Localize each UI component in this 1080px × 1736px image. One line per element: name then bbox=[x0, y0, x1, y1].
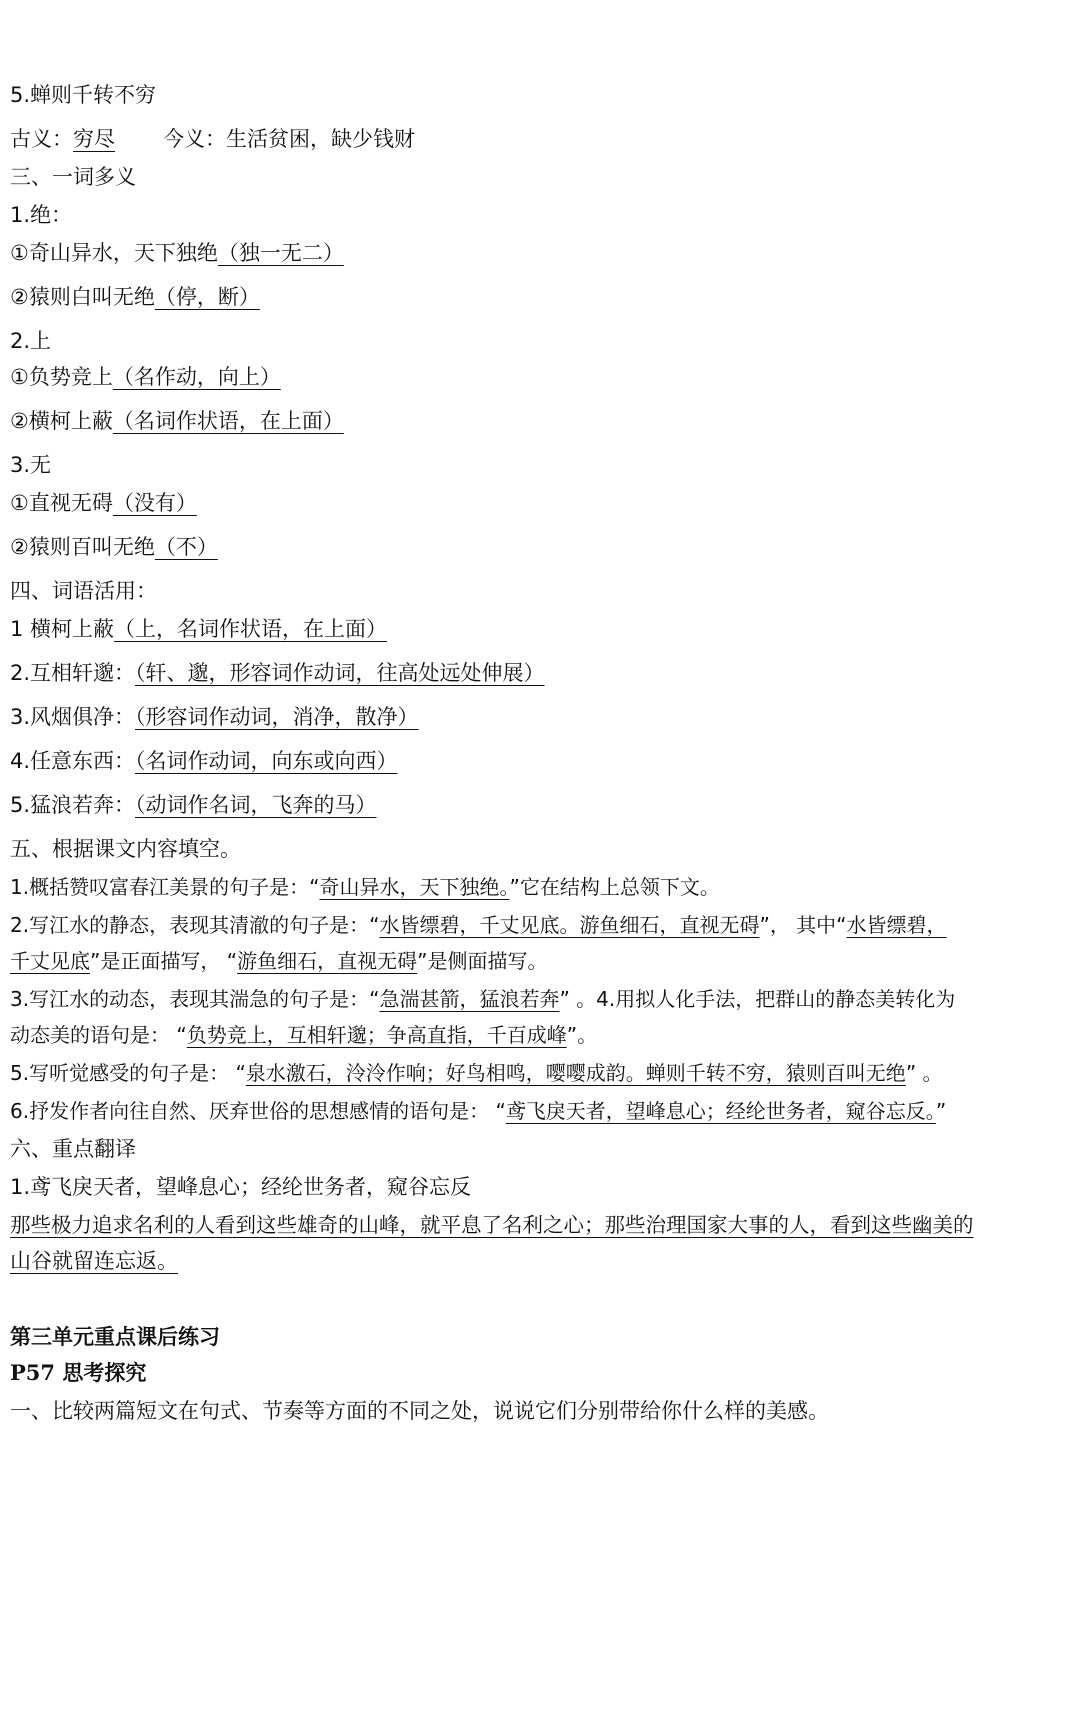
answer: （名词作动词，向东或向西） bbox=[135, 749, 398, 773]
answer: 泉水激石，泠泠作响；好鸟相鸣，嘤嘤成韵。蝉则千转不穷，猿则百叫无绝 bbox=[245, 1061, 906, 1085]
section5-heading: 五、根据课文内容填空。 bbox=[10, 837, 241, 861]
item5-meanings bbox=[10, 124, 415, 154]
usage-item-5 bbox=[10, 790, 377, 820]
section3-heading: 三、一词多义 bbox=[10, 165, 136, 189]
q-text: 动态美的语句是： “ bbox=[10, 1023, 187, 1047]
q-text: 5.写听觉感受的句子是： “ bbox=[10, 1061, 246, 1085]
jin-label: 今义： bbox=[163, 127, 226, 151]
usage-item-1 bbox=[10, 614, 387, 644]
answer: 急湍甚箭，猛浪若奔 bbox=[379, 987, 560, 1011]
unit3-question-1: 一、比较两篇短文在句式、节奏等方面的不同之处，说说它们分别带给你什么样的美感。 bbox=[10, 1399, 829, 1423]
word3-title: 3.无 bbox=[10, 453, 52, 477]
item5-title: 5.蝉则千转不穷 bbox=[10, 83, 157, 107]
usage-item-3 bbox=[10, 702, 419, 732]
word2-title: 2.上 bbox=[10, 329, 52, 353]
answer: （形容词作动词，消净，散净） bbox=[135, 705, 419, 729]
word3-sense-b bbox=[10, 532, 218, 562]
answer: 水皆缥碧， bbox=[846, 913, 947, 937]
q-text: ”是侧面描写。 bbox=[417, 949, 548, 973]
q-text: 3.写江水的动态，表现其湍急的句子是：“ bbox=[10, 987, 380, 1011]
fill-q5 bbox=[10, 1058, 943, 1088]
word2-sense-b bbox=[10, 406, 344, 436]
fill-q3 bbox=[10, 984, 955, 1014]
word1-title: 1.绝： bbox=[10, 203, 73, 227]
answer: 水皆缥碧，千丈见底。游鱼细石，直视无碍 bbox=[379, 913, 760, 937]
phrase: 3.风烟俱净： bbox=[10, 705, 136, 729]
sentence: ①负势竞上 bbox=[10, 365, 113, 389]
answer: （上，名词作状语，在上面） bbox=[114, 617, 388, 641]
phrase: 1 横柯上蔽 bbox=[10, 617, 115, 641]
translate-source: 1.鸢飞戾天者，望峰息心；经纶世务者，窥谷忘反 bbox=[10, 1175, 472, 1199]
usage-item-4 bbox=[10, 746, 398, 776]
usage-item-2 bbox=[10, 658, 545, 688]
q-text: ”， 其中“ bbox=[759, 913, 847, 937]
answer: （独一无二） bbox=[217, 241, 344, 265]
word2-sense-a bbox=[10, 362, 281, 392]
fill-q2 bbox=[10, 910, 947, 940]
gu-answer: 穷尽 bbox=[73, 127, 115, 151]
q-text: ” 。 bbox=[905, 1061, 943, 1085]
word1-sense-b bbox=[10, 282, 260, 312]
gu-label: 古义： bbox=[10, 127, 73, 151]
q-text: ” bbox=[935, 1099, 947, 1123]
fill-q6 bbox=[10, 1096, 946, 1126]
q-text: 6.抒发作者向往自然、厌弃世俗的思想感情的语句是： “ bbox=[10, 1099, 506, 1123]
answer: （轩、邈，形容词作动词，往高处远处伸展） bbox=[135, 661, 545, 685]
answer: 游鱼细石，直视无碍 bbox=[237, 949, 418, 973]
answer: （没有） bbox=[112, 491, 197, 515]
answer: （不） bbox=[154, 535, 218, 559]
sentence: ①直视无碍 bbox=[10, 491, 113, 515]
unit3-heading: 第三单元重点课后练习 bbox=[10, 1324, 220, 1349]
q-text: ” 。4.用拟人化手法，把群山的静态美转化为 bbox=[559, 987, 956, 1011]
fill-q1 bbox=[10, 872, 720, 902]
phrase: 2.互相轩邈： bbox=[10, 661, 136, 685]
answer: （名词作状语，在上面） bbox=[112, 409, 344, 433]
phrase: 5.猛浪若奔： bbox=[10, 793, 136, 817]
unit3-subheading: P57 思考探究 bbox=[10, 1360, 147, 1385]
sentence: ②横柯上蔽 bbox=[10, 409, 113, 433]
section4-heading: 四、词语活用： bbox=[10, 579, 157, 603]
answer: （名作动，向上） bbox=[112, 365, 281, 389]
q-text: ”是正面描写， “ bbox=[90, 949, 238, 973]
answer: 鸢飞戾天者，望峰息心；经纶世务者，窥谷忘反。 bbox=[505, 1099, 936, 1123]
phrase: 4.任意东西： bbox=[10, 749, 136, 773]
fill-q4 bbox=[10, 1020, 597, 1050]
jin-text: 生活贫困，缺少钱财 bbox=[226, 127, 415, 151]
word3-sense-a bbox=[10, 488, 197, 518]
q-text: 1.概括赞叹富春江美景的句子是：“ bbox=[10, 875, 320, 899]
fill-q2-cont bbox=[10, 946, 547, 976]
translate-answer-line1: 那些极力追求名利的人看到这些雄奇的山峰，就平息了名利之心；那些治理国家大事的人，看到这些幽美的 bbox=[10, 1213, 974, 1237]
sentence: ①奇山异水，天下独绝 bbox=[10, 241, 218, 265]
translate-answer-line2: 山谷就留连忘返。 bbox=[10, 1249, 178, 1273]
q-text: 2.写江水的静态，表现其清澈的句子是：“ bbox=[10, 913, 380, 937]
q-text: ”。 bbox=[566, 1023, 598, 1047]
answer: （停，断） bbox=[154, 285, 260, 309]
word1-sense-a bbox=[10, 238, 344, 268]
q-text: ”它在结构上总领下文。 bbox=[509, 875, 720, 899]
answer: 负势竞上，互相轩邈；争高直指，千百成峰 bbox=[186, 1023, 567, 1047]
section6-heading: 六、重点翻译 bbox=[10, 1137, 136, 1161]
answer: 奇山异水，天下独绝。 bbox=[319, 875, 510, 899]
sentence: ②猿则白叫无绝 bbox=[10, 285, 155, 309]
answer: 千丈见底 bbox=[10, 949, 90, 973]
answer: （动词作名词，飞奔的马） bbox=[135, 793, 377, 817]
sentence: ②猿则百叫无绝 bbox=[10, 535, 155, 559]
